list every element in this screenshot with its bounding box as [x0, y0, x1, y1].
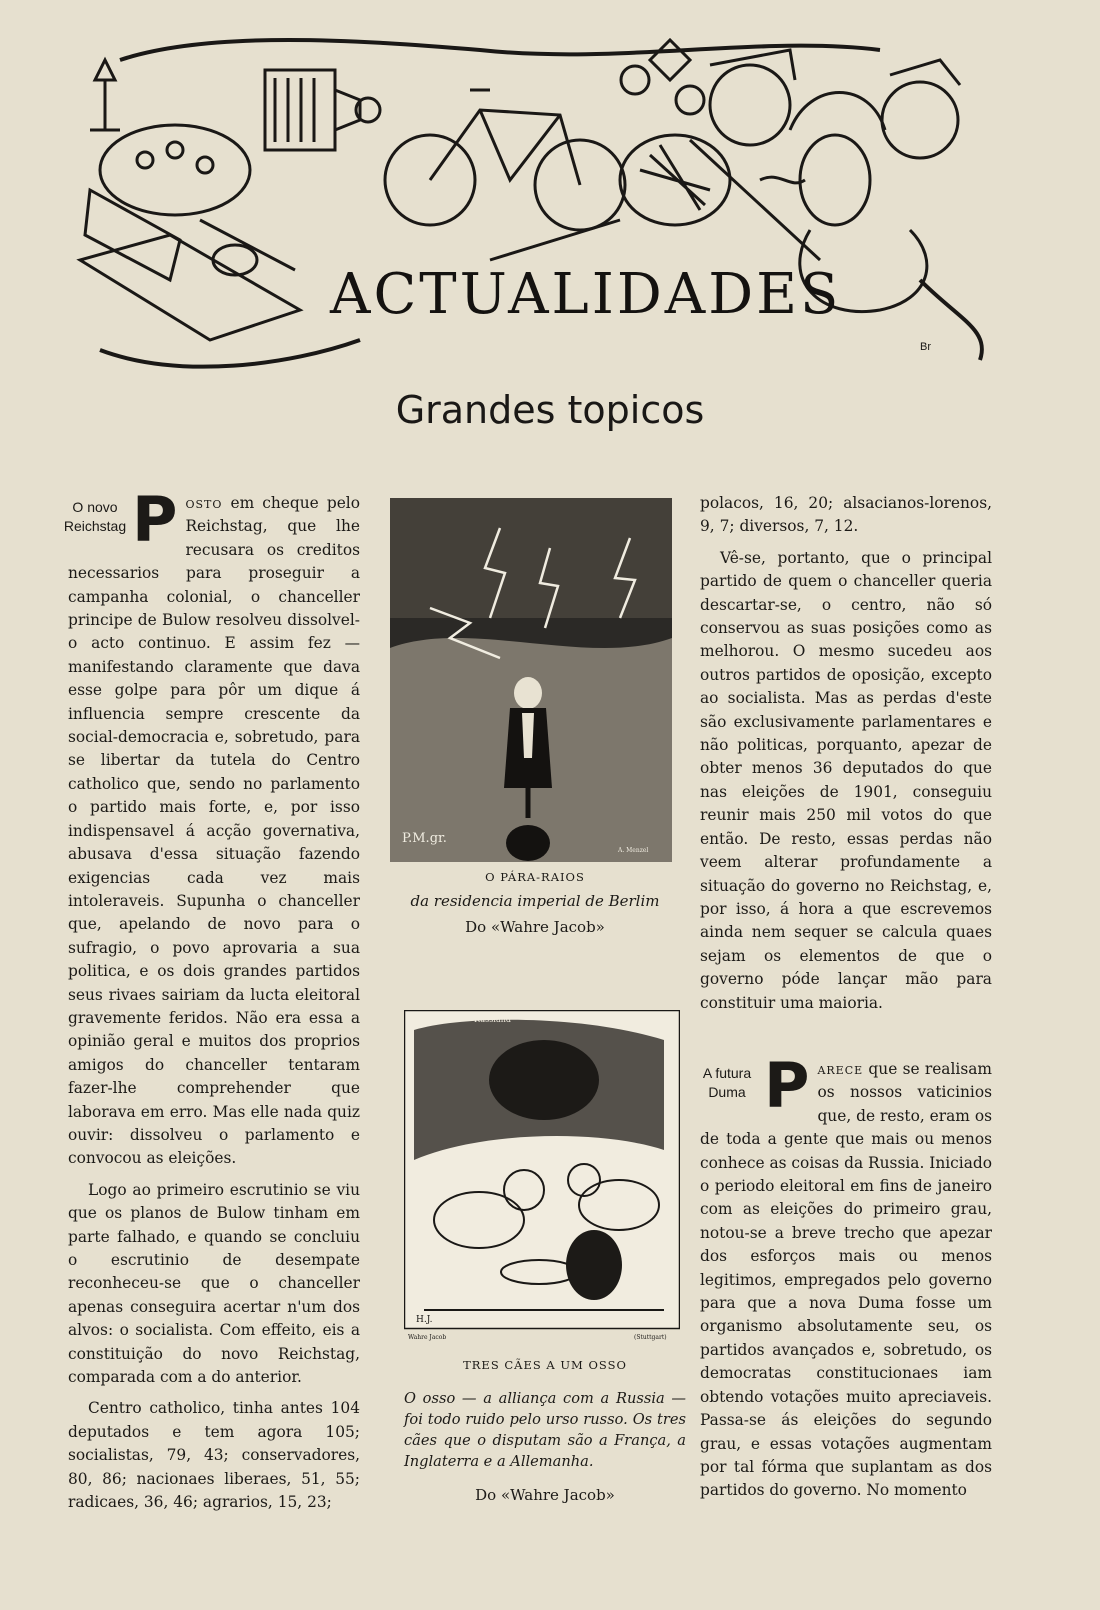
margin-note: O novo Reichstag [63, 499, 127, 534]
article-paragraph: Centro catholico, tinha antes 104 deputados e tem agora 105; socialistas, 79, 43; conservadores, 80, 86; nacionaes liberaes, 51, 55; radicaes, 36, 46; agrarios, 15, 23; [68, 1399, 360, 1512]
inkwell-icon [213, 245, 257, 275]
cartoon-signature-right: A. Menzel [618, 847, 649, 854]
figure2-footer-right: (Stuttgart) [634, 1334, 667, 1341]
face-caricature-2 [882, 82, 958, 158]
cartoon-label: Russland [474, 1015, 511, 1024]
figure1-caption-source: Do «Wahre Jacob» [465, 918, 605, 936]
figure2-caption-text: O osso — a alliança com a Russia — foi todo ruido pelo urso russo. Os tres cães que o disputam são a França, a Inglaterra e a Allemanha. [404, 1390, 686, 1470]
cartoon-three-dogs [404, 1010, 680, 1342]
figure2-caption-source: Do «Wahre Jacob» [475, 1486, 615, 1504]
lady-portrait [800, 135, 870, 225]
lead-smallcaps: arece [817, 1060, 864, 1078]
lead-text: em cheque pelo Reichstag, que lhe recusara os creditos necessarios para proseguir a campanha colonial, o chanceller principe de Bulow resolveu dissolvel-o acto continuo. E assim fez — manifestando claramente que dava esse golpe para pôr um dique á influencia sempre crescente da social-democracia e, sobretudo, para se libertar da tutela do Centro catholico que, sendo no parlamento o partido mais forte, e, por isso indispensavel á acção governativa, abusava d'essa situação fazendo exigencias cada vez mais intoleraveis. Supunha o chanceller que, apelando de novo para o sufragio, o povo aprovaria a sua politica, e os dois grandes partidos seus rivaes sairiam da lucta eleitoral gravemente feridos. Não era essa a opinião geral e muitos dos proprios amigos do chanceller tentaram fazer-lhe comprehender que laborava em erro. Mas elle nada quiz ouvir: dissolveu o parlamento e convocou as eleições. [68, 494, 360, 1168]
cartoon-signature: P.M.gr. [402, 831, 447, 846]
face-caricature-1 [710, 65, 790, 145]
article-paragraph: polacos, 16, 20; alsacianos-lorenos, 9, 7; diversos, 7, 12. [700, 494, 992, 536]
column-right-duma [700, 1049, 992, 1511]
drop-cap: P [132, 483, 178, 556]
cartoon-lightning-rod [390, 498, 672, 862]
article-paragraph: Logo ao primeiro escrutinio se viu que os planos de Bulow tinham em parte falhado, e quando se concluiu o escrutinio de desempate reconheceu-se que o chanceller apenas conseguira acertar n'um dos alvos: o socialista. Com effeito, eis a constituição do novo Reichstag, comparada com a do anterior. [68, 1180, 360, 1387]
figure2-caption [404, 1358, 686, 1372]
column-left [63, 483, 360, 1522]
palette-icon [100, 125, 250, 215]
lead-smallcaps: osto [185, 494, 223, 512]
figure1-caption [390, 870, 680, 936]
section-masthead: ACTUALIDADES [330, 262, 842, 327]
figure2-footer-left: Wahre Jacob [408, 1334, 447, 1341]
margin-note: A futura Duma [702, 1065, 752, 1100]
article-paragraph [700, 1049, 992, 1503]
cartoon-signature: H.J. [416, 1315, 433, 1325]
article-paragraph [63, 483, 360, 1171]
figure1-caption-title: O PÁRA-RAIOS [485, 870, 585, 884]
figure2-caption-title: TRES CÃES A UM OSSO [463, 1358, 627, 1372]
drop-cap: P [764, 1049, 810, 1122]
article-paragraph: Vê-se, portanto, que o principal partido de quem o chanceller queria descartar-se, o centro, não só conservou as suas posições como as melhorou. O mesmo sucedeu aos outros partidos de oposição, excepto ao socialista. Mas as perdas d'este são exclusivamente parlamentares e não politicas, porquanto, apezar de obter menos 36 deputados do que nas eleições de 1901, conseguiu reunir mais 250 mil votos do que então. De resto, essas perdas não veem alterar profundamente a situação do governo no Reichstag, e, por isso, á hora a que escrevemos ainda nem sequer se calcula quaes sejam os elementos de que o governo póde lançar mão para constituir uma maioria. [700, 548, 992, 1012]
page-title: Grandes topicos [395, 388, 705, 432]
banner-illustration [60, 20, 1000, 390]
figure1-caption-text: da residencia imperial de Berlim [410, 892, 660, 910]
svg-text:Br: Br [920, 341, 931, 353]
column-right [700, 492, 992, 1023]
lead-text: que se realisam os nossos vaticinios que, de resto, eram os de toda a gente que mais ou menos conhece as coisas da Russia. Iniciado o periodo eleitoral em fins de janeiro com as eleições do primeiro grau, notou-se a breve trecho que apezar dos esforços mais ou menos legitimos, empregados pelo governo para que a nova Duma fosse um organismo absolutamente seu, os partidos avançados e, sobretudo, os democratas constitucionaes iam obtendo votações muito apreciaveis. Passa-se ás eleições do segundo grau, e essas votações augmentam por tal fórma que suplantam as dos partidos do governo. No momento [700, 1060, 992, 1500]
